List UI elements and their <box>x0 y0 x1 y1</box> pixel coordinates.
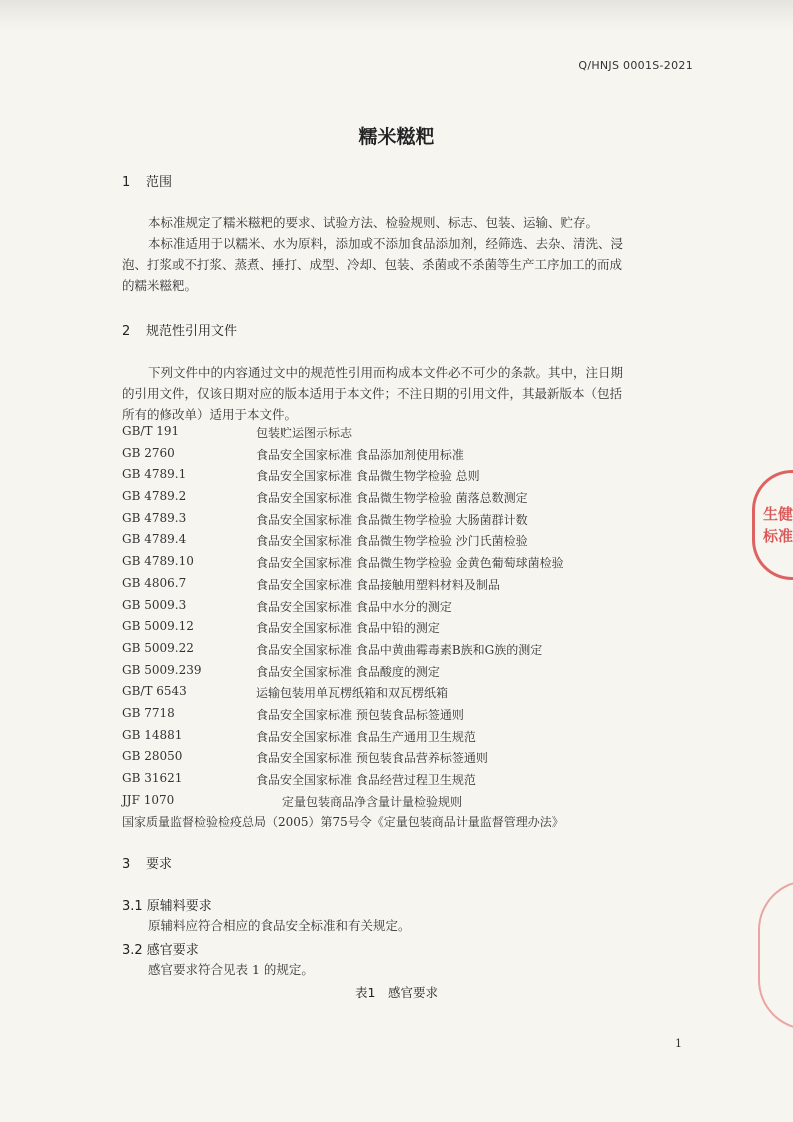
reference-row <box>122 619 688 641</box>
reference-list <box>122 424 688 814</box>
reference-name: 食品安全国家标准 食品中黄曲霉毒素B族和G族的测定 <box>256 642 543 657</box>
reference-name: 食品安全国家标准 食品微生物学检验 沙门氏菌检验 <box>256 534 528 549</box>
reference-row <box>122 728 688 750</box>
references-intro <box>122 362 688 425</box>
reference-name: 定量包装商品净含量计量检验规则 <box>282 794 463 809</box>
reference-code: GB 4789.3 <box>122 510 187 525</box>
reference-row <box>122 641 688 663</box>
reference-row <box>122 511 688 533</box>
reference-name: 食品安全国家标准 食品中铅的测定 <box>256 621 440 636</box>
reference-code: GB 4806.7 <box>122 575 187 590</box>
text-line: 的糯米糍粑。 <box>122 278 198 293</box>
reference-code: GB 4789.1 <box>122 467 187 482</box>
reference-code: GB 5009.22 <box>122 640 194 655</box>
reference-name: 食品安全国家标准 食品微生物学检验 总则 <box>256 469 480 484</box>
section-number: 3 <box>122 857 131 872</box>
reference-code: JJF 1070 <box>122 792 175 807</box>
reference-row <box>122 684 688 706</box>
section-title: 范围 <box>146 175 173 190</box>
reference-code: GB 28050 <box>122 749 183 764</box>
subsection-3-1-text: 原辅料应符合相应的食品安全标准和有关规定。 <box>148 918 411 933</box>
reference-row <box>122 554 688 576</box>
reference-row <box>122 598 688 620</box>
reference-row <box>122 749 688 771</box>
reference-name: 食品安全国家标准 食品经营过程卫生规范 <box>256 773 476 787</box>
faded-seal-stamp <box>758 880 793 1030</box>
scan-shadow <box>0 0 793 30</box>
reference-name: 食品安全国家标准 食品接触用塑料材料及制品 <box>256 577 500 592</box>
reference-name: 食品安全国家标准 食品微生物学检验 菌落总数测定 <box>256 491 528 506</box>
reference-row <box>122 446 688 468</box>
reference-code: GB 5009.3 <box>122 597 187 612</box>
reference-note: 国家质量监督检验检疫总局（2005）第75号令《定量包装商品计量监督管理办法》 <box>122 815 564 829</box>
section-number: 2 <box>122 324 131 339</box>
text-line: 本标准适用于以糯米、水为原料，添加或不添加食品添加剂，经筛选、去杂、清洗、浸 <box>148 236 624 251</box>
section-title: 规范性引用文件 <box>146 324 238 339</box>
document-title: 糯米糍粑 <box>358 126 435 148</box>
reference-row <box>122 793 688 815</box>
section-1-heading <box>122 171 172 190</box>
stamp-text-line: 标准 <box>763 527 793 545</box>
reference-code: GB 4789.2 <box>122 489 187 504</box>
section-3-heading <box>122 853 172 872</box>
red-seal-stamp <box>752 470 793 580</box>
reference-name: 食品安全国家标准 食品酸度的测定 <box>256 664 440 679</box>
reference-name: 包装贮运图示标志 <box>256 426 353 440</box>
reference-name: 食品安全国家标准 食品添加剂使用标准 <box>256 447 464 462</box>
reference-row <box>122 663 688 685</box>
reference-row <box>122 424 688 446</box>
reference-name: 食品安全国家标准 食品中水分的测定 <box>256 599 452 614</box>
reference-code: GB 4789.10 <box>122 554 194 569</box>
reference-code: GB 5009.239 <box>122 662 202 677</box>
reference-code: GB 2760 <box>122 445 175 460</box>
reference-row <box>122 467 688 489</box>
reference-row <box>122 576 688 598</box>
page-number: 1 <box>675 1037 682 1050</box>
scope-paragraph-1: 本标准规定了糯米糍粑的要求、试验方法、检验规则、标志、包装、运输、贮存。 <box>148 215 599 230</box>
text-line: 所有的修改单）适用于本文件。 <box>122 407 298 422</box>
reference-name: 食品安全国家标准 食品微生物学检验 金黄色葡萄球菌检验 <box>256 556 564 571</box>
reference-name: 食品安全国家标准 预包装食品营养标签通则 <box>256 751 488 766</box>
document-number: Q/HNJS 0001S-2021 <box>578 59 693 72</box>
reference-name: 食品安全国家标准 食品生产通用卫生规范 <box>256 729 476 744</box>
subsection-3-2-text: 感官要求符合见表 1 的规定。 <box>148 962 314 977</box>
reference-name: 运输包装用单瓦楞纸箱和双瓦楞纸箱 <box>256 686 449 701</box>
section-number: 1 <box>122 175 131 190</box>
section-2-heading <box>122 320 237 339</box>
reference-code: GB/T 6543 <box>122 684 187 699</box>
subsection-3-2-heading: 3.2 感官要求 <box>122 943 199 958</box>
reference-row <box>122 771 688 793</box>
reference-row <box>122 532 688 554</box>
reference-row <box>122 489 688 511</box>
reference-code: GB 4789.4 <box>122 532 187 547</box>
scope-paragraph-2 <box>122 233 688 296</box>
reference-name: 食品安全国家标准 预包装食品标签通则 <box>256 707 464 722</box>
reference-code: GB/T 191 <box>122 424 180 438</box>
stamp-text-line: 生健 <box>763 505 793 523</box>
section-title: 要求 <box>146 857 173 872</box>
subsection-3-1-heading: 3.1 原辅料要求 <box>122 899 212 914</box>
table-caption: 表1 感官要求 <box>355 985 438 1000</box>
text-line: 下列文件中的内容通过文中的规范性引用而构成本文件必不可少的条款。其中，注日期 <box>148 365 624 380</box>
reference-code: GB 5009.12 <box>122 619 194 634</box>
reference-code: GB 7718 <box>122 705 175 720</box>
reference-row <box>122 706 688 728</box>
text-line: 泡、打浆或不打浆、蒸煮、捶打、成型、冷却、包装、杀菌或不杀菌等生产工序加工的而成 <box>122 257 623 272</box>
reference-name: 食品安全国家标准 食品微生物学检验 大肠菌群计数 <box>256 512 528 527</box>
text-line: 的引用文件，仅该日期对应的版本适用于本文件；不注日期的引用文件，其最新版本（包括 <box>122 386 623 401</box>
reference-code: GB 31621 <box>122 771 183 785</box>
reference-code: GB 14881 <box>122 727 183 742</box>
